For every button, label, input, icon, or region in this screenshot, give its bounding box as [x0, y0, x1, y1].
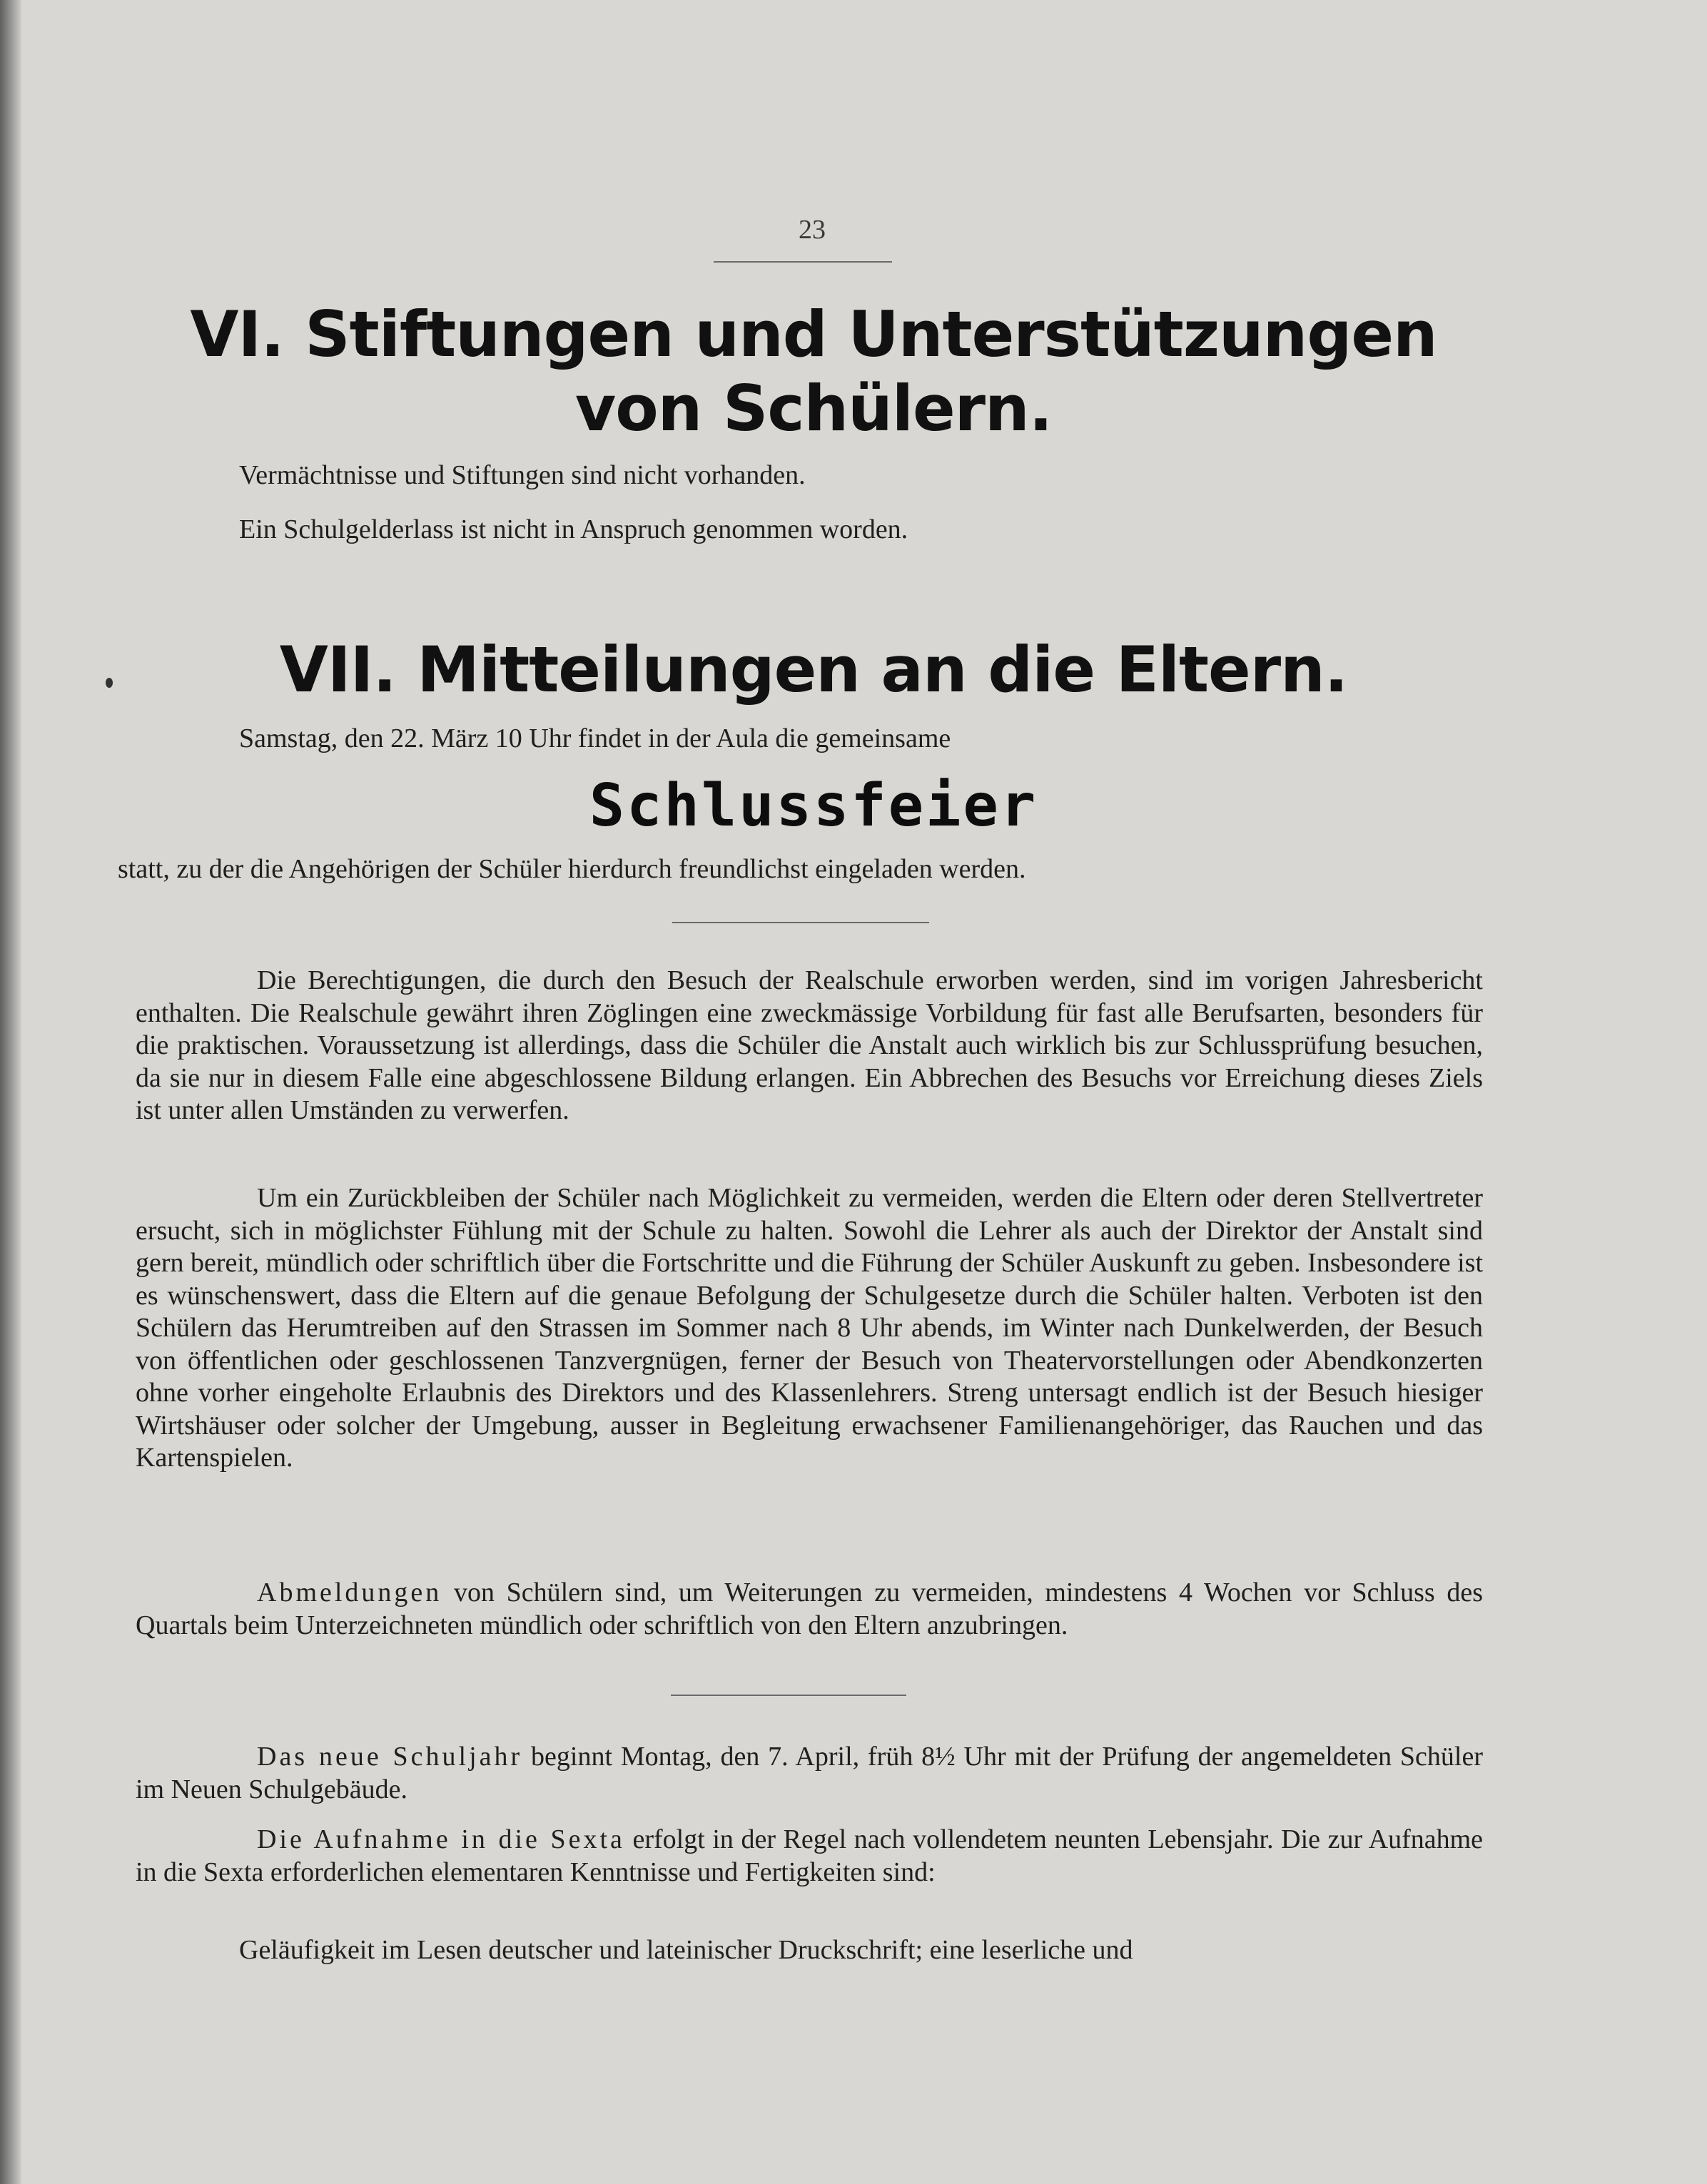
abmeldungen-lead: Abmeldungen: [257, 1578, 442, 1607]
schuljahr-rest: beginnt Montag, den 7. April, früh 8½ Uhr mit der Prüfung der angemeldeten Schüler im Neuen Schulgebäude.: [136, 1742, 1483, 1804]
paragraph-schuljahr: [136, 1741, 1483, 1806]
announcement-line: Samstag, den 22. März 10 Uhr findet in der Aula die gemeinsame: [239, 723, 951, 753]
divider-rule-1: [672, 922, 929, 923]
section-vi-title-line2: von Schülern.: [574, 372, 1053, 445]
page-number: 23: [799, 215, 826, 245]
divider-rule-2: [671, 1695, 906, 1696]
document-page: [21, 0, 1707, 2184]
paragraph-abmeldungen: [136, 1577, 1483, 1642]
section-vi-title-line1: VI. Stiftungen und Unterstützungen: [190, 298, 1437, 371]
invitation-line: statt, zu der die Angehörigen der Schüler hierdurch freundlichst eingeladen werden.: [118, 854, 1026, 884]
section-vi-text-line2: Ein Schulgelderlass ist nicht in Anspruch genommen worden.: [239, 514, 908, 544]
paragraph-berechtigungen: Die Berechtigungen, die durch den Besuch der Realschule erworben werden, sind im vorigen Jahresbericht enthalten. Die Realschule gewährt ihren Zöglingen eine zweckmässige Vorbildung für fast alle Berufsarten, besonders für die praktischen. Voraussetzung ist allerdings, dass die Schüler die Anstalt auch wirklich bis zur Schlussprüfung besuchen, da sie nur in diesem Falle eine abgeschlossene Bildung erlangen. Ein Abbrechen des Besuchs vor Erreichung dieses Ziels ist unter allen Umständen zu verwerfen.: [136, 965, 1483, 1125]
aufnahme-lead: Die Aufnahme in die Sexta: [257, 1824, 625, 1854]
abmeldungen-rest: von Schülern sind, um Weiterungen zu vermeiden, mindestens 4 Wochen vor Schluss des Quartals beim Unterzeichneten mündlich oder schriftlich von den Eltern anzubringen.: [136, 1578, 1484, 1640]
scan-binding-edge: [0, 0, 21, 2184]
schlussfeier-heading: Schlussfeier: [589, 772, 1038, 840]
page-number-rule: [714, 261, 892, 263]
paragraph-aufnahme: [136, 1824, 1483, 1889]
section-vi-text-line1: Vermächtnisse und Stiftungen sind nicht vorhanden.: [239, 460, 806, 490]
section-vii-title: VII. Mitteilungen an die Eltern.: [279, 633, 1348, 706]
ink-smudge: [106, 678, 113, 688]
last-line: Geläufigkeit im Lesen deutscher und lateinischer Druckschrift; eine leserliche und: [239, 1935, 1133, 1965]
schuljahr-lead: Das neue Schuljahr: [257, 1742, 523, 1772]
aufnahme-rest: erfolgt in der Regel nach vollendetem neunten Lebensjahr. Die zur Aufnahme in die Sexta erforderlichen elementaren Kenntnisse und Fertigkeiten sind:: [136, 1824, 1484, 1887]
paragraph-zurueckbleiben: Um ein Zurückbleiben der Schüler nach Möglichkeit zu vermeiden, werden die Eltern oder deren Stellvertreter ersucht, sich in möglichster Fühlung mit der Schule zu halten. Sowohl die Lehrer als auch der Direktor der Anstalt sind gern bereit, mündlich oder schriftlich über die Fortschritte und die Führung der Schüler Auskunft zu geben. Insbesondere ist es wünschenswert, dass die Eltern auf die genaue Befolgung der Schulgesetze durch die Schüler halten. Verboten ist den Schülern das Herumtreiben auf den Strassen im Sommer nach 8 Uhr abends, im Winter nach Dunkelwerden, der Besuch von öffentlichen oder geschlossenen Tanzvergnügen, ferner der Besuch von Theatervorstellungen oder Abendkonzerten ohne vorher eingeholte Erlaubnis des Direktors und des Klassenlehrers. Streng untersagt endlich ist der Besuch hiesiger Wirtshäuser oder solcher der Umgebung, ausser in Begleitung erwachsener Familienangehöriger, das Rauchen und das Kartenspielen.: [136, 1183, 1483, 1473]
